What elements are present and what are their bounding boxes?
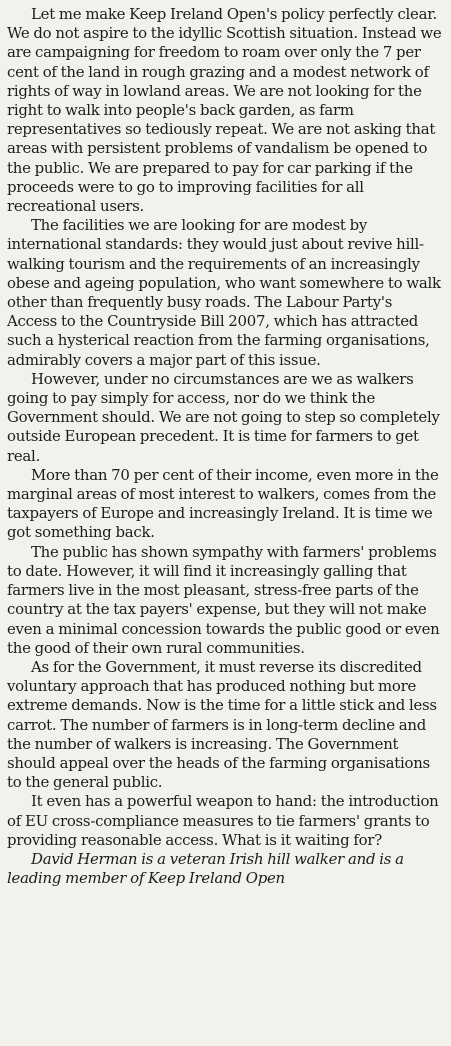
paragraph-5: The public has shown sympathy with farmers' problems to date. However, it will find it increasingly galling that farmers live in the most pleasant, stress-free parts of the country at the tax payers' expense, but they will not make even a minimal concession towards the public good or even the good of their own rural communities. xyxy=(7,542,440,657)
paragraph-7: It even has a powerful weapon to hand: the introduction of EU cross-compliance measures to tie farmers' grants to providing reasonable access. What is it waiting for? xyxy=(7,792,439,849)
paragraph-1: Let me make Keep Ireland Open's policy perfectly clear. We do not aspire to the idyllic Scottish situation. Instead we are campaigning for freedom to roam over only the 7 per cent of the land in rough grazing and a modest network of rights of way in lowland areas. We are not looking for the right to walk into people's back garden, as farm representatives so tediously repeat. We are not asking that areas with persistent problems of vandalism be opened to the public. We are prepared to pay for car parking if the proceeds were to go to improving facilities for all recreational users. xyxy=(7,5,442,216)
paragraph-4: More than 70 per cent of their income, even more in the marginal areas of most interest to walkers, comes from the taxpayers of Europe and increasingly Ireland. It is time we got something back. xyxy=(7,465,439,542)
paragraph-6: As for the Government, it must reverse its discredited voluntary approach that has produced nothing but more extreme demands. Now is the time for a little stick and less carrot. The number of farmers is in long-term decline and the number of walkers is increasing. The Government should appeal over the heads of the farming organisations to the general public. xyxy=(7,657,437,792)
paragraph-3: However, under no circumstances are we as walkers going to pay simply for access, nor do we think the Government should. We are not going to step so completely outside European precedent. It is time for farmers to get real. xyxy=(7,369,440,465)
author-byline: David Herman is a veteran Irish hill walker and is a leading member of Keep Ireland Open xyxy=(7,849,404,888)
article-body xyxy=(7,5,445,888)
paragraph-2: The facilities we are looking for are modest by international standards: they would just about revive hill-walking tourism and the requirements of an increasingly obese and ageing population, who want somewhere to walk other than frequently busy roads. The Labour Party's Access to the Countryside Bill 2007, which has attracted such a hysterical reaction from the farming organisations, admirably covers a major part of this issue. xyxy=(7,216,441,369)
